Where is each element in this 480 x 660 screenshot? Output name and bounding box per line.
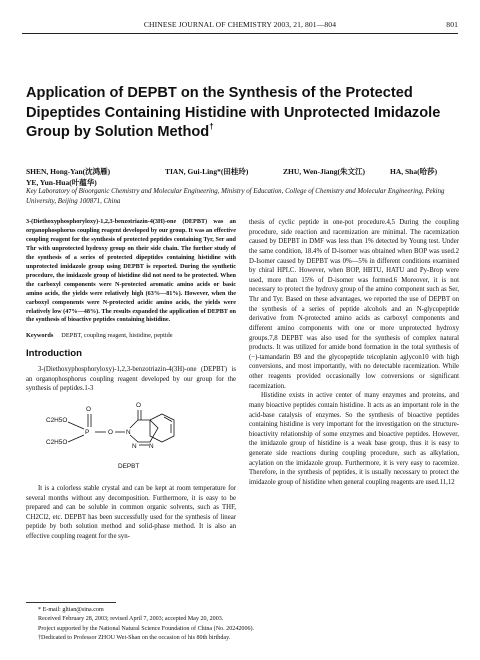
ring-nitrogen-2: N (132, 442, 137, 450)
ethoxy-group-1: C2H5O (46, 416, 68, 424)
carbonyl-oxygen: O (136, 401, 141, 409)
introduction-heading: Introduction (26, 348, 82, 360)
footnotes (38, 606, 458, 643)
author-ye: YE, Yun-Hua(叶蕴华) (26, 178, 97, 187)
abstract: 3-(Diethoxyphosphoryloxy)-1,2,3-benzotriazin-4(3H)-one (DEPBT) was an organophosphorus coupling reagent developed by our group. It was an effective coupling reagent for the synthesis of protected peptides containing Tyr, Ser and Thr with unprotected hydroxy group on their side chain. The further study of the synthesis of a series of protected dipeptides containing histidine with unprotected imidazole group using DEPBT is reported. During the synthetic procedure, the imidazole group of histidine did not need to be protected. When the carboxyl components were N-protected aromatic amino acids or basic amino acids, the yields were relatively high (63%—81%). However, when the carboxyl components were N-protected acidic amino acids, the yields were relatively low (47%—48%). The results expanded the application of DEPBT on the synthesis of bioactive peptides containing histidine. (26, 218, 236, 324)
keywords-text: DEPBT, coupling reagent, histidine, peptide (61, 332, 173, 340)
footnote-funding: Project supported by the National Natural Science Foundation of China (No. 20242006). (38, 625, 255, 632)
article-title-text: Application of DEPBT on the Synthesis of the Protected Dipeptides Containing Histidine with Unprotected Imidazole Group by Solution Method (26, 85, 441, 140)
phosphoryl-oxygen: O (86, 405, 91, 413)
footnote-dedication: †Dedicated to Professor ZHOU Wei-Shan on the occasion of his 80th birthday. (38, 634, 231, 641)
title-dagger: † (209, 122, 214, 131)
author-ha: HA, Sha(哈莎) (390, 167, 438, 176)
author-tian: TIAN, Gui-Ling*(田桂玲) (165, 167, 249, 176)
keywords (26, 331, 236, 341)
intro-paragraph-2: It is a colorless stable crystal and can be kept at room temperature for several months without any decomposition. Furthermore, it is easy to be prepared and can be soluble in common organic solvents, such as THF, CH2Cl2, etc. DEPBT has been successfully used for the synthesis of linear peptide by both solution method and solid-phase method. It is also an effective coupling reagent for the syn- (26, 484, 236, 541)
ring-nitrogen-3: N (149, 442, 154, 450)
affiliation: Key Laboratory of Bioorganic Chemistry and Molecular Engineering, Ministry of Education, College of Chemistry and Molecular Engineering, Peking University, Beijing 100871, China (26, 188, 445, 205)
right-column (249, 218, 459, 488)
article-title (26, 84, 458, 143)
journal-citation: CHINESE JOURNAL OF CHEMISTRY 2003, 21, 801—804 (143, 20, 337, 29)
left-column (26, 218, 236, 542)
running-header (22, 20, 458, 34)
author-shen: SHEN, Hong-Yan(沈鸿雁) (26, 167, 111, 176)
page-number: 801 (446, 20, 458, 29)
footnote-rule (26, 602, 116, 603)
footnote-email: * E-mail: gltian@sina.com (38, 607, 104, 613)
keywords-label: Keywords (26, 332, 54, 340)
header-rule (22, 33, 458, 34)
ethoxy-group-2: C2H5O (46, 438, 68, 446)
footnote-dates: Received February 28, 2003; revised April 7, 2003; accepted May 20, 2003. (38, 616, 224, 623)
intro-paragraph-1: 3-(Diethoxyphosphoryloxy)-1,2,3-benzotriazin-4(3H)-one (DEPBT) is an organophosphorus coupling reagent developed by our group for the synthesis of peptides.1-3 (26, 366, 236, 393)
right-paragraph-2: Histidine exists in active center of many enzymes and proteins, and many bioactive peptides contain histidine. It acts as an important role in the acid-base catalysis of enzymes. So the synthesis of bioactive peptides containing histidine is very important for the investigation on the structure-bioactivity relationship of some enzymes and bioactive peptides. However, the imidazole group of histidine is a weak base group, thus it is easy to generate side reactions during coupling procedure, such as alkylation, acylation on the imidazole group. Furthermore, it is very easy to racemize. Therefore, in the synthesis of peptides, it is usually necessary to protect the imidazole group of histidine when general coupling reagents are used.11,12 (249, 392, 459, 486)
structure-label: DEPBT (118, 462, 140, 470)
ring-nitrogen-1: N (126, 428, 131, 436)
depbt-structure (26, 398, 236, 480)
right-paragraph-1: thesis of cyclic peptide in one-pot procedure.4,5 During the coupling procedure, side reaction and racemization are minimal. The racemization caused by DEPBT in DMF was less than 1% detected by Young test. Under the same condition, 18.4% of D-isomer was obtained when BOP was used.2 D-Isomer caused by DEPBT was 0%—5% in different conditions examined by chiral HPLC. However, when BOP, HBTU, HATU and Py-Brop were used, more than 15% of D-isomer was formed.6 Moreover, it is not necessary to protect the hydroxy group of the amino component such as Ser, Thr and Tyr. Based on these advantages, we reported the use of DEPBT on the synthesis of a series of peptide alcohols and an N-glycopeptide derivative from N-protected amino acids as carboxyl components and different amino components with one or more unprotected hydroxy groups.7,8 DEPBT was also used for the synthesis of complex natural products. It was utilized for amide bond formation in the total synthesis of (−)-tamandarin B9 and the glycopeptide teicoplanin aglycon10 with high conversions, and most importantly, with no detectable racemization. While other reagents provided occasionally low conversions or significant racemization. (249, 219, 459, 390)
phosphorus-atom: P (85, 428, 90, 436)
bridge-oxygen: O (108, 428, 113, 436)
author-zhu: ZHU, Wen-Jiang(朱文江) (283, 167, 365, 176)
